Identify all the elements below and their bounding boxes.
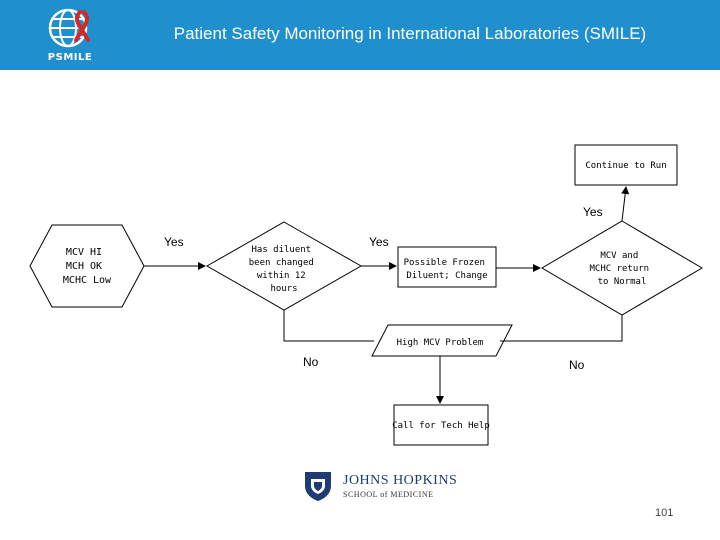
decision1-line-1: Has diluent	[251, 245, 312, 255]
start-line-2: MCH OK	[65, 261, 103, 272]
decision2-line-3: to Normal	[597, 277, 647, 287]
decision1-line-2: been changed	[248, 258, 314, 268]
label-no-2: No	[569, 358, 585, 372]
page-number: 101	[655, 507, 674, 519]
frozen-line-2: Diluent; Change	[406, 271, 488, 281]
line-decision1-no	[284, 310, 374, 341]
decision2-line-2: MCHC return	[589, 264, 650, 274]
label-yes-2: Yes	[369, 235, 389, 249]
johns-hopkins-logo	[303, 470, 458, 504]
arrow-decision2-to-continue	[622, 187, 626, 221]
shield-icon	[303, 470, 333, 502]
start-line-3: MCHC Low	[62, 275, 112, 286]
institution-subtitle: SCHOOL of MEDICINE	[343, 490, 434, 499]
start-text	[63, 247, 112, 286]
decision2-line-1: MCV and	[600, 251, 639, 261]
institution-name: JOHNS HOPKINS	[343, 473, 458, 488]
line-decision2-no	[500, 315, 622, 341]
start-line-1: MCV HI	[65, 247, 103, 258]
logo-text: PSMILE	[47, 52, 93, 63]
decision1-line-3: within 12	[256, 271, 306, 281]
continue-text: Continue to Run	[585, 161, 667, 171]
tech-help-text: Call for Tech Help	[392, 421, 490, 431]
label-no-1: No	[303, 355, 319, 369]
label-yes-3: Yes	[583, 205, 603, 219]
page-title: Patient Safety Monitoring in International Laboratories (SMILE)	[173, 24, 647, 43]
decision1-line-4: hours	[270, 284, 298, 294]
label-yes-1: Yes	[164, 235, 184, 249]
frozen-line-1: Possible Frozen	[403, 258, 485, 268]
high-mcv-text: High MCV Problem	[396, 338, 484, 348]
